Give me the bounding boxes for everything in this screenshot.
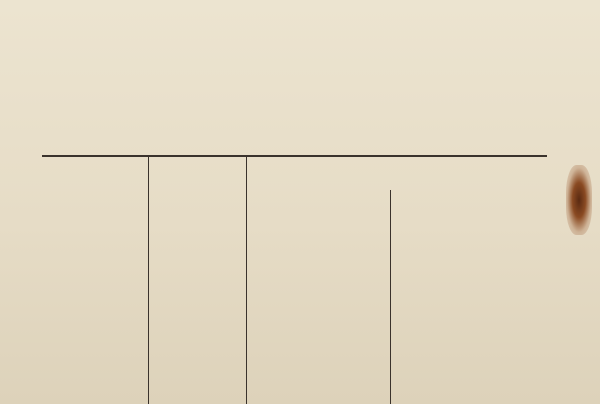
divider <box>390 190 391 404</box>
stain <box>566 165 592 235</box>
divider <box>148 155 149 404</box>
schedule-table <box>42 155 547 401</box>
divider <box>246 155 247 404</box>
